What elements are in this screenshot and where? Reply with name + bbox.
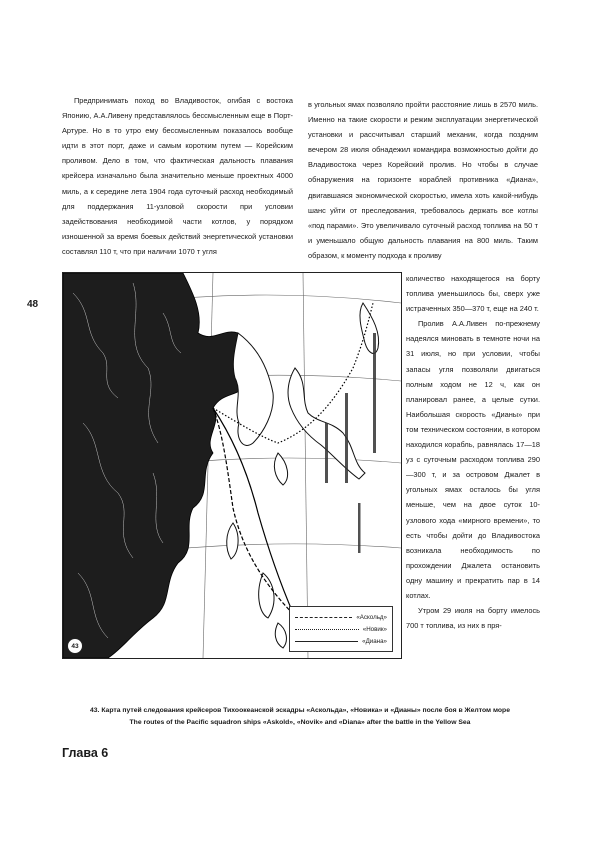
chapter-label: Глава 6 [62, 746, 109, 760]
right-column-text [308, 97, 538, 263]
paragraph: Пролив А.А.Ливен по-прежнему надеялся миновать в темноте ночи на 31 июля, но при условии, чтобы запасы угля позволяли двигаться полным ходом не 12 ч, как он планировал ранее, а целые сутки. Наибольшая скорость «Дианы» при том техническом состоянии, в котором находился корабль, равнялась 17—18 уз с суточным расходом топлива 290—300 т, и за островом Джалет в угольных ямах осталось бы угля меньше, чем на двое суток 10-узлового хода «мирного времени», то есть чтобы дойти до Владивостока возникала необходимость по прохождении Джалета остановить одну машину и прекратить пар в 14 котлах. [406, 319, 540, 600]
map-legend [289, 606, 393, 652]
figure-number-badge: 43 [67, 638, 83, 654]
paragraph: в угольных ямах позволяло пройти расстояние лишь в 2570 миль. Именно на такие скорости и режим эксплуатации энергетической установки и рассчитывал старший механик, когда поздним вечером 28 июля обнадежил командира возможностью дойти до Владивостока через Корейский пролив. Но чтобы в случае обнаружения на горизонте кораблей противника «Диана», двигавшаяся экономической скоростью, имела хоть какой-нибудь шанс уйти от преследования, требовалось держать все котлы «под парами». Это увеличивало суточный расход топлива на 50 т и уменьшало общую дальность плавания на 800 миль. Таким образом, к моменту подхода к проливу [308, 100, 538, 260]
legend-dotted-line [295, 629, 359, 630]
legend-label: «Диана» [362, 637, 387, 645]
legend-label: «Новик» [362, 625, 387, 633]
paragraph: количество находящегося на борту топлива уменьшилось бы, сверх уже истраченных 350—370 т, еще на 240 т. [406, 274, 540, 314]
left-column-text [62, 93, 293, 259]
page-number: 48 [27, 299, 39, 310]
caption-english: The routes of the Pacific squadron ships «Askold», «Novik» and «Diana» after the battle in the Yellow Sea [129, 719, 471, 726]
legend-item-diana [295, 635, 387, 647]
caption-russian: 43. Карта путей следования крейсеров Тихоокеанской эскадры «Аскольда», «Новика» и «Дианы» после боя в Желтом море [89, 707, 510, 714]
route-map [62, 272, 402, 659]
legend-dashed-line [295, 617, 352, 618]
legend-item-novik [295, 623, 387, 635]
legend-solid-line [295, 641, 358, 642]
map-drawing [63, 273, 401, 658]
paragraph: Предпринимать поход во Владивосток, огибая с востока Японию, А.А.Ливену представлялось бессмысленным еще в Порт-Артуре. Но в то утро ему бессмысленным показалось вообще идти в этот порт, даже и самым коротким путем — Корейским проливом. Дело в том, что фактическая дальность плавания крейсера изначально была значительно меньше проектных 4000 миль, а к середине лета 1904 года суточный расход необходимый для поддержания 11-узловой скорости при условии задействования необходимой части котлов, у порядком изношенной за время боевых действий энергетической установки составлял 110 т, что при наличии 1070 т угля [62, 96, 293, 256]
right-narrow-column-text [406, 271, 540, 633]
legend-item-askold [295, 611, 387, 623]
figure-caption [62, 705, 538, 729]
legend-label: «Аскольд» [356, 613, 387, 621]
paragraph: Утром 29 июля на борту имелось 700 т топлива, из них в пря- [406, 606, 540, 631]
